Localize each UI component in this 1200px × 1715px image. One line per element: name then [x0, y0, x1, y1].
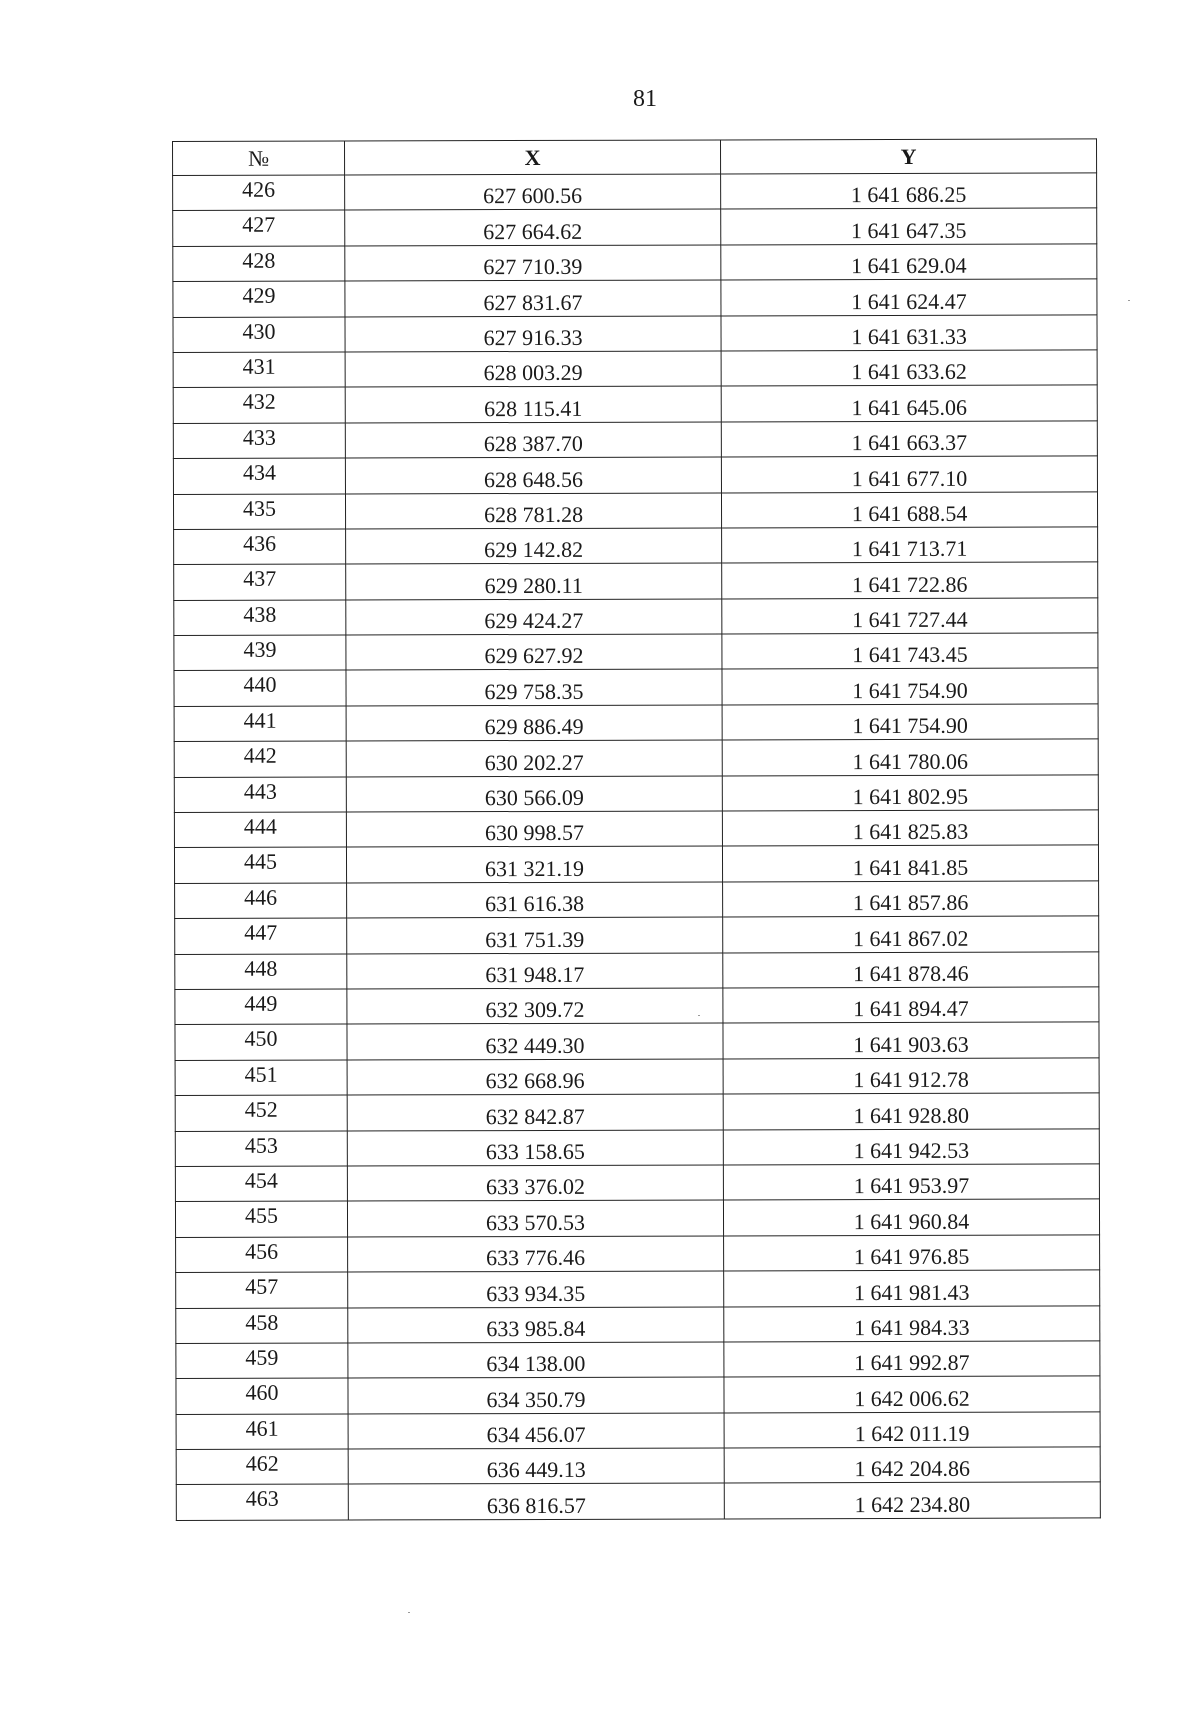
y-coordinate-cell: 1 641 857.86: [723, 881, 1099, 917]
y-coordinate-cell: 1 641 780.06: [722, 739, 1098, 775]
table-row: [176, 1341, 1100, 1379]
y-coordinate-cell: 1 641 686.25: [721, 173, 1097, 209]
x-coordinate-cell: 628 003.29: [345, 351, 721, 387]
table-row: [175, 881, 1099, 919]
x-coordinate-cell: 636 816.57: [348, 1483, 724, 1519]
table-row: [173, 491, 1097, 529]
table-row: [173, 456, 1097, 494]
y-coordinate-cell: 1 641 629.04: [721, 244, 1097, 280]
table-row: [175, 1058, 1099, 1096]
table-row: [174, 810, 1098, 848]
table-row: [176, 1482, 1100, 1520]
x-coordinate-cell: 633 985.84: [348, 1306, 724, 1342]
scan-speck: [408, 1612, 410, 1613]
point-number-cell: 426: [173, 175, 345, 211]
point-number-cell: 457: [176, 1272, 348, 1308]
table-row: [174, 739, 1098, 777]
y-coordinate-cell: 1 642 006.62: [724, 1376, 1100, 1412]
y-coordinate-cell: 1 641 878.46: [723, 952, 1099, 988]
x-coordinate-cell: 634 456.07: [348, 1413, 724, 1449]
y-coordinate-cell: 1 642 011.19: [724, 1412, 1100, 1448]
table-row: [174, 562, 1098, 600]
y-coordinate-cell: 1 641 867.02: [723, 916, 1099, 952]
table-row: [174, 633, 1098, 671]
y-coordinate-cell: 1 641 647.35: [721, 208, 1097, 244]
table-row: [176, 1447, 1100, 1485]
y-coordinate-cell: 1 641 841.85: [722, 845, 1098, 881]
y-coordinate-cell: 1 641 976.85: [724, 1235, 1100, 1271]
table-row: [175, 952, 1099, 990]
x-coordinate-cell: 627 710.39: [345, 245, 721, 281]
point-number-cell: 438: [174, 600, 346, 636]
point-number-cell: 443: [174, 777, 346, 813]
table-row: [173, 244, 1097, 282]
point-number-cell: 450: [175, 1024, 347, 1060]
table-row: [173, 279, 1097, 317]
x-coordinate-cell: 633 376.02: [347, 1165, 723, 1201]
table-row: [174, 775, 1098, 813]
table-row: [175, 1093, 1099, 1131]
y-coordinate-cell: 1 641 722.86: [722, 562, 1098, 598]
y-coordinate-cell: 1 642 204.86: [724, 1447, 1100, 1483]
header-x: X: [345, 140, 721, 175]
coordinates-table: [172, 138, 1101, 1520]
point-number-cell: 437: [174, 564, 346, 600]
point-number-cell: 430: [173, 317, 345, 353]
point-number-cell: 460: [176, 1378, 348, 1414]
y-coordinate-cell: 1 641 802.95: [722, 775, 1098, 811]
point-number-cell: 436: [174, 529, 346, 565]
point-number-cell: 461: [176, 1414, 348, 1450]
y-coordinate-cell: 1 641 953.97: [723, 1164, 1099, 1200]
point-number-cell: 446: [175, 883, 347, 919]
x-coordinate-cell: 633 934.35: [348, 1271, 724, 1307]
y-coordinate-cell: 1 641 631.33: [721, 314, 1097, 350]
header-number: №: [173, 141, 345, 175]
table-header-row: [173, 139, 1097, 176]
y-coordinate-cell: 1 641 960.84: [723, 1199, 1099, 1235]
y-coordinate-cell: 1 641 677.10: [721, 456, 1097, 492]
x-coordinate-cell: 634 350.79: [348, 1377, 724, 1413]
x-coordinate-cell: 633 776.46: [348, 1236, 724, 1272]
table-body: [173, 173, 1101, 1520]
x-coordinate-cell: 629 627.92: [346, 634, 722, 670]
point-number-cell: 455: [175, 1201, 347, 1237]
table-row: [173, 385, 1097, 423]
table-row: [173, 350, 1097, 388]
table-row: [174, 668, 1098, 706]
x-coordinate-cell: 632 309.72: [347, 988, 723, 1024]
x-coordinate-cell: 629 142.82: [346, 528, 722, 564]
point-number-cell: 452: [175, 1095, 347, 1131]
x-coordinate-cell: 630 998.57: [346, 811, 722, 847]
x-coordinate-cell: 631 948.17: [347, 953, 723, 989]
y-coordinate-cell: 1 641 894.47: [723, 987, 1099, 1023]
point-number-cell: 441: [174, 706, 346, 742]
point-number-cell: 439: [174, 635, 346, 671]
y-coordinate-cell: 1 641 663.37: [721, 421, 1097, 457]
table-row: [176, 1376, 1100, 1414]
x-coordinate-cell: 629 758.35: [346, 669, 722, 705]
point-number-cell: 463: [176, 1484, 348, 1520]
x-coordinate-cell: 633 570.53: [347, 1200, 723, 1236]
x-coordinate-cell: 636 449.13: [348, 1448, 724, 1484]
point-number-cell: 458: [176, 1308, 348, 1344]
x-coordinate-cell: 627 916.33: [345, 316, 721, 352]
y-coordinate-cell: 1 641 754.90: [722, 704, 1098, 740]
table-row: [173, 173, 1097, 211]
table-row: [176, 1412, 1100, 1450]
point-number-cell: 432: [173, 387, 345, 423]
table-row: [176, 1305, 1100, 1343]
scan-speck: [1128, 300, 1130, 301]
y-coordinate-cell: 1 641 645.06: [721, 385, 1097, 421]
point-number-cell: 449: [175, 989, 347, 1025]
x-coordinate-cell: 629 886.49: [346, 705, 722, 741]
x-coordinate-cell: 632 842.87: [347, 1094, 723, 1130]
y-coordinate-cell: 1 641 912.78: [723, 1058, 1099, 1094]
header-y: Y: [720, 139, 1096, 174]
y-coordinate-cell: 1 641 825.83: [722, 810, 1098, 846]
page-number: 81: [633, 86, 657, 112]
point-number-cell: 444: [174, 812, 346, 848]
x-coordinate-cell: 631 616.38: [347, 882, 723, 918]
y-coordinate-cell: 1 641 942.53: [723, 1128, 1099, 1164]
point-number-cell: 448: [175, 954, 347, 990]
table-row: [173, 421, 1097, 459]
point-number-cell: 435: [173, 494, 345, 530]
point-number-cell: 456: [176, 1237, 348, 1273]
x-coordinate-cell: 631 751.39: [347, 917, 723, 953]
table-row: [176, 1270, 1100, 1308]
table-row: [175, 987, 1099, 1025]
table-row: [175, 1199, 1099, 1237]
y-coordinate-cell: 1 641 727.44: [722, 598, 1098, 634]
table-row: [174, 704, 1098, 742]
table-row: [174, 845, 1098, 883]
x-coordinate-cell: 628 115.41: [345, 386, 721, 422]
x-coordinate-cell: 630 202.27: [346, 740, 722, 776]
y-coordinate-cell: 1 641 633.62: [721, 350, 1097, 386]
x-coordinate-cell: 632 449.30: [347, 1023, 723, 1059]
x-coordinate-cell: 628 781.28: [345, 492, 721, 528]
x-coordinate-cell: 628 648.56: [345, 457, 721, 493]
point-number-cell: 429: [173, 281, 345, 317]
table-row: [174, 527, 1098, 565]
table-row: [173, 314, 1097, 352]
x-coordinate-cell: 631 321.19: [346, 846, 722, 882]
x-coordinate-cell: 627 664.62: [345, 209, 721, 245]
table-header: [173, 139, 1097, 176]
point-number-cell: 451: [175, 1060, 347, 1096]
x-coordinate-cell: 633 158.65: [347, 1130, 723, 1166]
x-coordinate-cell: 634 138.00: [348, 1342, 724, 1378]
point-number-cell: 434: [173, 458, 345, 494]
y-coordinate-cell: 1 641 903.63: [723, 1022, 1099, 1058]
y-coordinate-cell: 1 641 713.71: [722, 527, 1098, 563]
y-coordinate-cell: 1 641 754.90: [722, 668, 1098, 704]
y-coordinate-cell: 1 641 743.45: [722, 633, 1098, 669]
table-row: [176, 1235, 1100, 1273]
x-coordinate-cell: 627 831.67: [345, 280, 721, 316]
point-number-cell: 445: [174, 847, 346, 883]
table-row: [174, 598, 1098, 636]
point-number-cell: 447: [175, 918, 347, 954]
y-coordinate-cell: 1 641 981.43: [724, 1270, 1100, 1306]
x-coordinate-cell: 627 600.56: [345, 174, 721, 210]
x-coordinate-cell: 628 387.70: [345, 422, 721, 458]
y-coordinate-cell: 1 641 928.80: [723, 1093, 1099, 1129]
y-coordinate-cell: 1 641 984.33: [724, 1305, 1100, 1341]
y-coordinate-cell: 1 641 688.54: [721, 491, 1097, 527]
point-number-cell: 454: [175, 1166, 347, 1202]
point-number-cell: 428: [173, 246, 345, 282]
point-number-cell: 427: [173, 210, 345, 246]
x-coordinate-cell: 629 280.11: [346, 563, 722, 599]
x-coordinate-cell: 632 668.96: [347, 1059, 723, 1095]
point-number-cell: 462: [176, 1449, 348, 1485]
point-number-cell: 459: [176, 1343, 348, 1379]
x-coordinate-cell: 630 566.09: [346, 776, 722, 812]
point-number-cell: 433: [173, 423, 345, 459]
scan-speck: [698, 1015, 700, 1016]
point-number-cell: 440: [174, 670, 346, 706]
point-number-cell: 453: [175, 1131, 347, 1167]
y-coordinate-cell: 1 641 992.87: [724, 1341, 1100, 1377]
table-row: [175, 1022, 1099, 1060]
y-coordinate-cell: 1 641 624.47: [721, 279, 1097, 315]
point-number-cell: 442: [174, 741, 346, 777]
table-row: [175, 916, 1099, 954]
table-row: [175, 1128, 1099, 1166]
table-row: [175, 1164, 1099, 1202]
table-row: [173, 208, 1097, 246]
point-number-cell: 431: [173, 352, 345, 388]
y-coordinate-cell: 1 642 234.80: [724, 1482, 1100, 1518]
x-coordinate-cell: 629 424.27: [346, 599, 722, 635]
